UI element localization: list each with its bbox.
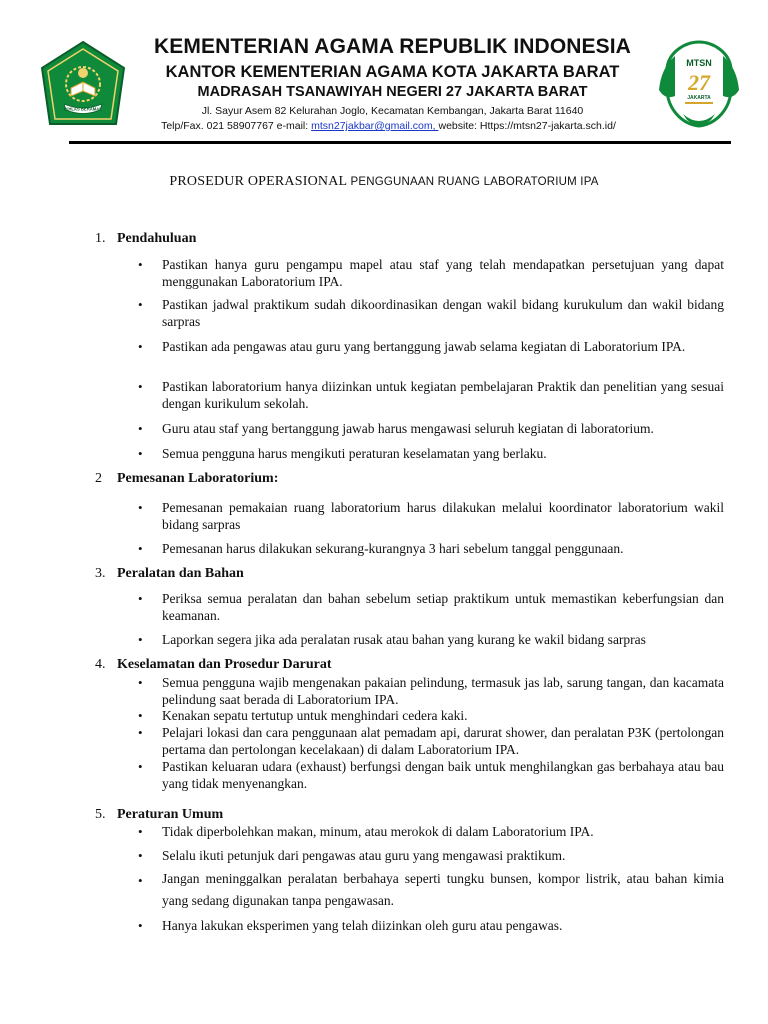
list-item <box>138 707 724 724</box>
contact-line <box>117 119 660 134</box>
bullet-icon: • <box>138 421 143 436</box>
list-item <box>138 847 724 864</box>
bullet-icon: • <box>138 591 143 606</box>
list-item-text: Selalu ikuti petunjuk dari pengawas atau guru yang mengawasi praktikum. <box>162 848 566 863</box>
letterhead-divider <box>69 141 731 144</box>
office-name: KANTOR KEMENTERIAN AGAMA KOTA JAKARTA BARAT <box>165 63 620 81</box>
title-part-b: PENGGUNAAN RUANG LABORATORIUM IPA <box>350 176 599 188</box>
list-item <box>138 724 724 758</box>
bullet-icon: • <box>138 848 143 863</box>
list-item <box>138 378 724 412</box>
list-item-text: Pastikan jadwal praktikum sudah dikoordinasikan dengan wakil bidang kurukulum dan wakil bidang sarpras <box>162 297 724 329</box>
kemenag-emblem-logo <box>38 40 128 126</box>
bullet-icon: • <box>138 297 143 312</box>
section-heading <box>95 470 278 488</box>
list-item <box>138 917 724 934</box>
section-title: Pendahuluan <box>117 231 197 246</box>
list-item-text: Pastikan ada pengawas atau guru yang bertanggung jawab selama kegiatan di Laboratorium IPA. <box>162 339 686 354</box>
letterhead <box>0 0 768 150</box>
list-item-text: Laporkan segera jika ada peralatan rusak atau bahan yang kurang ke wakil bidang sarpras <box>162 632 646 647</box>
website-text: website: Https://mtsn27-jakarta.sch.id/ <box>438 120 616 132</box>
list-item <box>138 445 724 462</box>
ministry-name: KEMENTERIAN AGAMA REPUBLIK INDONESIA <box>154 35 631 58</box>
list-item-text: Kenakan sepatu tertutup untuk menghindari cedera kaki. <box>162 708 468 723</box>
section-title: Peralatan dan Bahan <box>117 566 244 581</box>
section-number: 3. <box>95 566 106 581</box>
mtsn27-logo <box>655 38 743 130</box>
bullet-icon: • <box>138 725 143 740</box>
list-item <box>138 499 724 533</box>
bullet-icon: • <box>138 759 143 774</box>
bullet-icon: • <box>138 824 143 839</box>
list-item-text: Semua pengguna wajib mengenakan pakaian pelindung, termasuk jas lab, sarung tangan, dan kacamata pelindung saat berada di Laboratorium IPA. <box>162 675 724 707</box>
list-item <box>138 540 724 557</box>
right-logo-number: 27 <box>688 70 710 95</box>
list-item-text: Tidak diperbolehkan makan, minum, atau merokok di dalam Laboratorium IPA. <box>162 824 594 839</box>
list-item <box>138 868 724 912</box>
bullet-icon: • <box>138 541 143 556</box>
list-item <box>138 420 724 437</box>
list-item-text: Pastikan hanya guru pengampu mapel atau staf yang telah mendapatkan persetujuan yang dapat menggunakan Laboratorium IPA. <box>162 257 724 289</box>
school-name: MADRASAH TSANAWIYAH NEGERI 27 JAKARTA BARAT <box>197 84 588 100</box>
list-item-text: Jangan meninggalkan peralatan berbahaya seperti tungku bunsen, kompor listrik, atau bahan kimia yang sedang digunakan tanpa pengawasan. <box>162 871 724 908</box>
list-item-text: Guru atau staf yang bertanggung jawab harus mengawasi seluruh kegiatan di laboratorium. <box>162 421 654 436</box>
list-item <box>138 674 724 708</box>
list-item-text: Hanya lakukan eksperimen yang telah diizinkan oleh guru atau pengawas. <box>162 918 563 933</box>
section-heading <box>95 565 244 583</box>
title-part-a: PROSEDUR OPERASIONAL <box>169 174 351 189</box>
list-item-text: Pemesanan harus dilakukan sekurang-kurangnya 3 hari sebelum tanggal penggunaan. <box>162 541 624 556</box>
bullet-icon: • <box>138 500 143 515</box>
section-title: Peraturan Umum <box>117 807 224 822</box>
bullet-icon: • <box>138 339 143 354</box>
section-heading <box>95 806 223 824</box>
list-item <box>138 256 724 290</box>
list-item <box>138 758 724 792</box>
section-title: Pemesanan Laboratorium: <box>117 471 279 486</box>
section-number: 1. <box>95 231 106 246</box>
document-title <box>0 174 768 190</box>
right-logo-sub: JAKARTA <box>687 95 711 101</box>
email-link[interactable]: mtsn27jakbar@gmail.com, <box>311 120 439 132</box>
bullet-icon: • <box>138 379 143 394</box>
address: Jl. Sayur Asem 82 Kelurahan Joglo, Kecamatan Kembangan, Jakarta Barat 11640 <box>201 105 584 117</box>
bullet-icon: • <box>138 675 143 690</box>
section-number: 2 <box>95 471 102 486</box>
section-number: 5. <box>95 807 106 822</box>
bullet-icon: • <box>138 708 143 723</box>
bullet-icon: • <box>138 918 143 933</box>
section-number: 4. <box>95 657 106 672</box>
bullet-icon: • <box>138 632 143 647</box>
list-item-text: Pemesanan pemakaian ruang laboratorium harus dilakukan melalui koordinator laboratorium wakil bidang sarpras <box>162 500 724 532</box>
list-item-text: Periksa semua peralatan dan bahan sebelum setiap praktikum untuk memastikan keberfungsian dan keamanan. <box>162 591 724 623</box>
right-logo-text: MTSN <box>686 58 712 68</box>
list-item-text: Semua pengguna harus mengikuti peraturan keselamatan yang berlaku. <box>162 446 547 461</box>
bullet-icon: • <box>138 257 143 272</box>
list-item-text: Pastikan laboratorium hanya diizinkan untuk kegiatan pembelajaran Praktik dan penelitian yang sesuai dengan kurikulum sekolah. <box>162 379 724 411</box>
list-item <box>138 631 724 648</box>
section-heading <box>95 656 332 674</box>
list-item <box>138 590 724 624</box>
contact-prefix: Telp/Fax. 021 58907767 e-mail: <box>161 120 312 132</box>
list-item-text: Pelajari lokasi dan cara penggunaan alat pemadam api, darurat shower, dan peralatan P3K (pertolongan pertama dan pertolongan kecelakaan) di dalam Laboratorium IPA. <box>162 725 724 757</box>
list-item <box>138 823 724 840</box>
list-item <box>138 296 724 330</box>
list-item <box>138 338 724 355</box>
bullet-icon: • <box>138 873 143 888</box>
bullet-icon: • <box>138 446 143 461</box>
list-item-text: Pastikan keluaran udara (exhaust) berfungsi dengan baik untuk menghilangkan gas berbahaya atau bau yang tidak menyenangkan. <box>162 759 724 791</box>
left-logo-motto: IKHLAS BERAMAL <box>64 106 102 112</box>
section-heading <box>95 230 196 248</box>
section-title: Keselamatan dan Prosedur Darurat <box>117 657 332 672</box>
